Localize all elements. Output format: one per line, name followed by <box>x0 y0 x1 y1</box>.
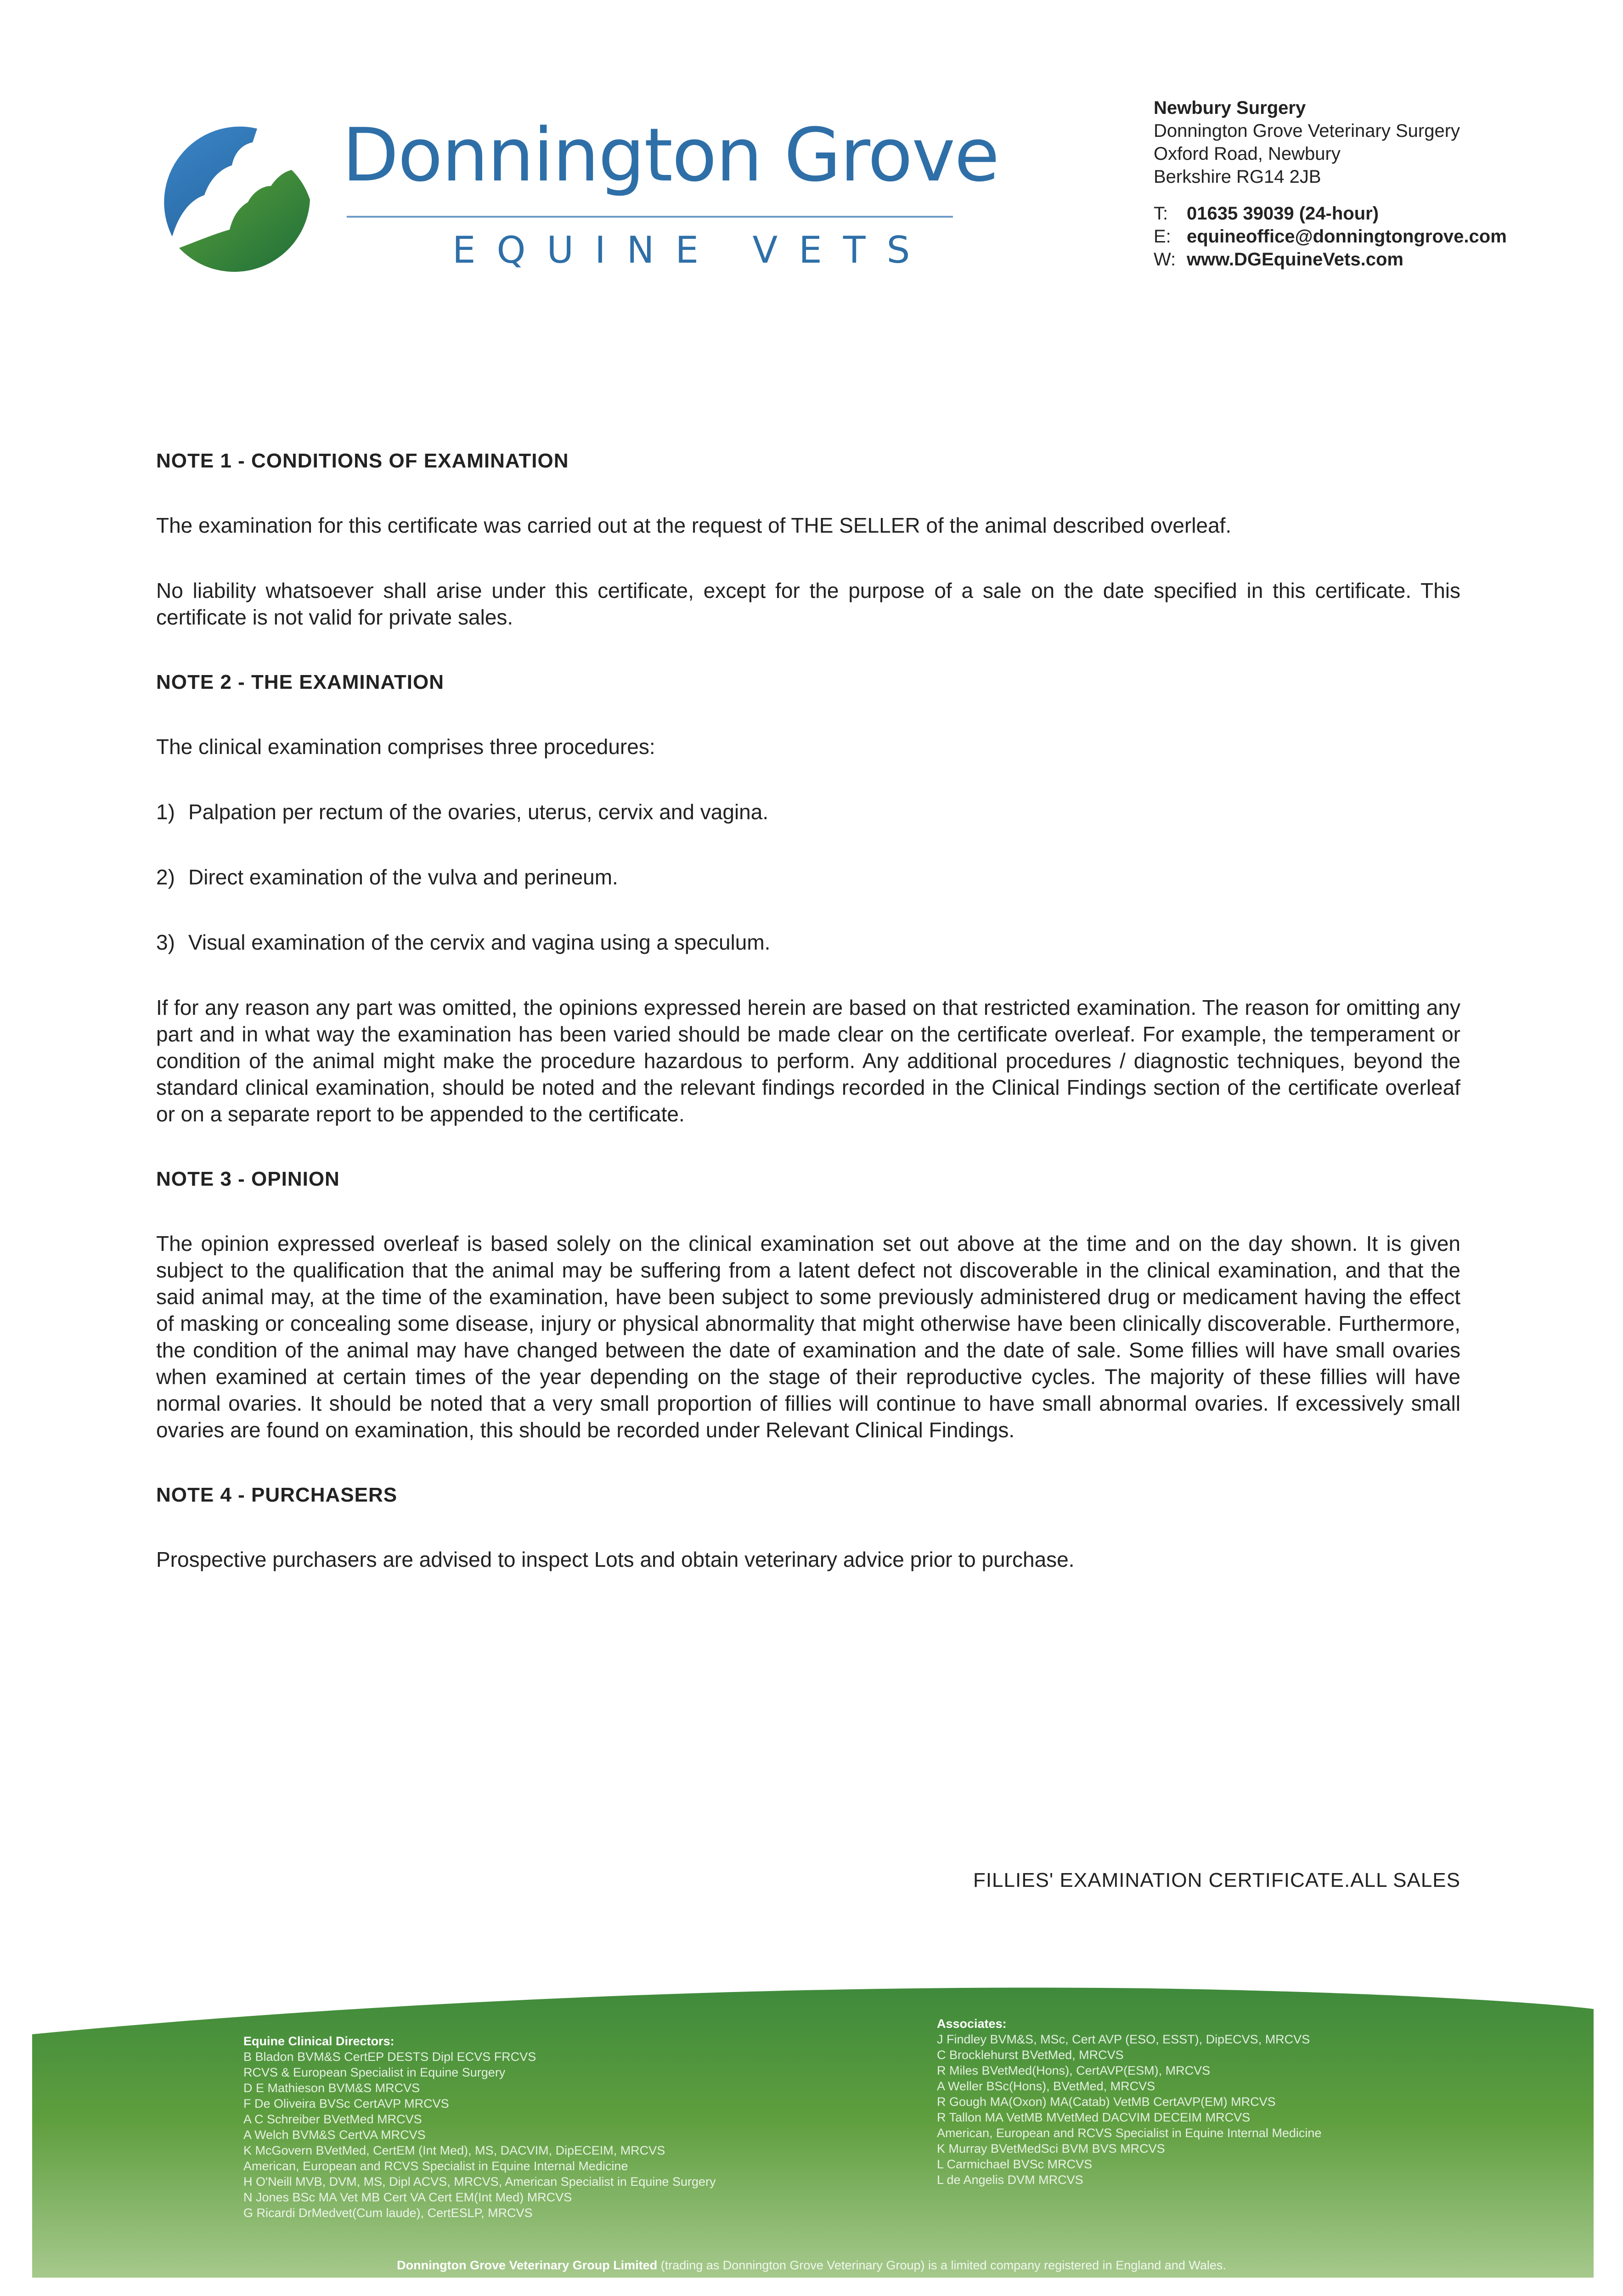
logo-horse-icon <box>154 117 324 287</box>
procedure-text: Visual examination of the cervix and vagina using a speculum. <box>188 930 771 954</box>
associate-entry: A Weller BSc(Hons), BVetMed, MRCVS <box>937 2079 1155 2093</box>
note1-heading: NOTE 1 - CONDITIONS OF EXAMINATION <box>156 450 569 472</box>
director-entry: F De Oliveira BVSc CertAVP MRCVS <box>243 2097 449 2110</box>
procedure-number: 2) <box>156 865 175 889</box>
director-entry: H O'Neill MVB, DVM, MS, Dipl ACVS, MRCVS, American Specialist in Equine Surgery <box>243 2175 716 2189</box>
company-registration <box>0 2258 1623 2273</box>
associate-entry: C Brocklehurst BVetMed, MRCVS <box>937 2048 1124 2062</box>
associate-entry: L de Angelis DVM MRCVS <box>937 2173 1083 2187</box>
phone-label: T: <box>1154 203 1168 224</box>
company-registration-text: (trading as Donnington Grove Veterinary Group) is a limited company registered in England and Wales. <box>660 2258 1226 2272</box>
director-entry: B Bladon BVM&S CertEP DESTS Dipl ECVS FRCVS <box>243 2050 536 2064</box>
associate-entry: R Tallon MA VetMB MVetMed DACVIM DECEIM MRCVS <box>937 2110 1251 2124</box>
note2-heading: NOTE 2 - THE EXAMINATION <box>156 671 444 693</box>
directors-list <box>243 2033 716 2221</box>
note4-paragraph: Prospective purchasers are advised to inspect Lots and obtain veterinary advice prior to purchase. <box>156 1548 1075 1571</box>
note1-paragraph: The examination for this certificate was carried out at the request of THE SELLER of the animal described overleaf. <box>156 513 1232 537</box>
notes-content <box>156 448 1460 1611</box>
director-entry: A C Schreiber BVetMed MRCVS <box>243 2112 422 2126</box>
director-entry: RCVS & European Specialist in Equine Surgery <box>243 2065 506 2079</box>
brand-divider <box>347 216 953 218</box>
associate-entry: R Gough MA(Oxon) MA(Catab) VetMB CertAVP(EM) MRCVS <box>937 2095 1276 2109</box>
note3-heading: NOTE 3 - OPINION <box>156 1168 340 1190</box>
associate-entry: American, European and RCVS Specialist in Equine Internal Medicine <box>937 2126 1322 2140</box>
associate-entry: L Carmichael BVSc MRCVS <box>937 2157 1093 2171</box>
director-entry: G Ricardi DrMedvet(Cum laude), CertESLP, MRCVS <box>243 2206 533 2220</box>
address-line: Donnington Grove Veterinary Surgery <box>1154 121 1460 141</box>
website-link[interactable]: www.DGEquineVets.com <box>1187 249 1403 270</box>
certificate-title: FILLIES' EXAMINATION CERTIFICATE.ALL SALES <box>973 1869 1460 1891</box>
director-entry: American, European and RCVS Specialist in Equine Internal Medicine <box>243 2159 628 2173</box>
procedure-text: Palpation per rectum of the ovaries, uterus, cervix and vagina. <box>188 800 769 824</box>
directors-title: Equine Clinical Directors: <box>243 2034 394 2048</box>
procedure-number: 1) <box>156 800 175 824</box>
note1-paragraph: No liability whatsoever shall arise under this certificate, except for the purpose of a sale on the date specified in this certificate. This certificate is not valid for private sales. <box>156 579 1460 629</box>
contact-block <box>1154 96 1507 271</box>
associates-list <box>937 2016 1321 2188</box>
address-line: Oxford Road, Newbury <box>1154 144 1341 164</box>
web-label: W: <box>1154 249 1176 270</box>
note2-intro: The clinical examination comprises three procedures: <box>156 735 655 759</box>
address-line: Berkshire RG14 2JB <box>1154 167 1321 187</box>
director-entry: K McGovern BVetMed, CertEM (Int Med), MS, DACVIM, DipECEIM, MRCVS <box>243 2144 665 2157</box>
note4-heading: NOTE 4 - PURCHASERS <box>156 1484 398 1506</box>
director-entry: N Jones BSc MA Vet MB Cert VA Cert EM(Int Med) MRCVS <box>243 2190 572 2204</box>
procedure-item <box>156 799 1460 825</box>
surgery-name: Newbury Surgery <box>1154 98 1306 118</box>
procedure-item <box>156 929 1460 956</box>
associate-entry: J Findley BVM&S, MSc, Cert AVP (ESO, ESST), DipECVS, MRCVS <box>937 2032 1310 2046</box>
note3-paragraph: The opinion expressed overleaf is based solely on the clinical examination set out above at the time and on the day shown. It is given subject to the qualification that the animal may be suffering from a latent defect not discoverable in the clinical examination, and that the said animal may, at the time of the examination, have been subject to some previously administered drug or medicament having the effect of masking or concealing some disease, injury or physical abnormality that might otherwise have been clinically discoverable. Furthermore, the condition of the animal may have changed between the date of examination and the date of sale. Some fillies will have small ovaries when examined at certain times of the year depending on the stage of their reproductive cycles. The majority of these fillies will have normal ovaries. It should be noted that a very small proportion of fillies will continue to have small abnormal ovaries. If excessively small ovaries are found on examination, this should be recorded under Relevant Clinical Findings. <box>156 1232 1460 1442</box>
associates-title: Associates: <box>937 2017 1007 2031</box>
company-name: Donnington Grove Veterinary Group Limited <box>397 2258 658 2272</box>
web-line <box>1154 248 1507 271</box>
associate-entry: K Murray BVetMedSci BVM BVS MRCVS <box>937 2142 1165 2155</box>
director-entry: A Welch BVM&S CertVA MRCVS <box>243 2128 426 2142</box>
brand-name: Donnington Grove <box>342 112 999 198</box>
director-entry: D E Mathieson BVM&S MRCVS <box>243 2081 420 2095</box>
phone-number: 01635 39039 (24-hour) <box>1187 203 1379 224</box>
email-line <box>1154 225 1507 248</box>
brand-subtitle: EQUINE VETS <box>452 229 931 271</box>
email-link[interactable]: equineoffice@donningtongrove.com <box>1187 226 1507 247</box>
phone-line <box>1154 202 1507 225</box>
email-label: E: <box>1154 226 1171 247</box>
procedure-text: Direct examination of the vulva and perineum. <box>188 865 618 889</box>
procedure-number: 3) <box>156 930 175 954</box>
procedure-item <box>156 864 1460 890</box>
note2-closing: If for any reason any part was omitted, the opinions expressed herein are based on that restricted examination. The reason for omitting any part and in what way the examination has been varied should be made clear on the certificate overleaf. For example, the temperament or condition of the animal might make the procedure hazardous to perform. Any additional procedures / diagnostic techniques, beyond the standard clinical examination, should be noted and the relevant findings recorded in the Clinical Findings section of the certificate overleaf or on a separate report to be appended to the certificate. <box>156 996 1460 1126</box>
associate-entry: R Miles BVetMed(Hons), CertAVP(ESM), MRCVS <box>937 2064 1211 2077</box>
